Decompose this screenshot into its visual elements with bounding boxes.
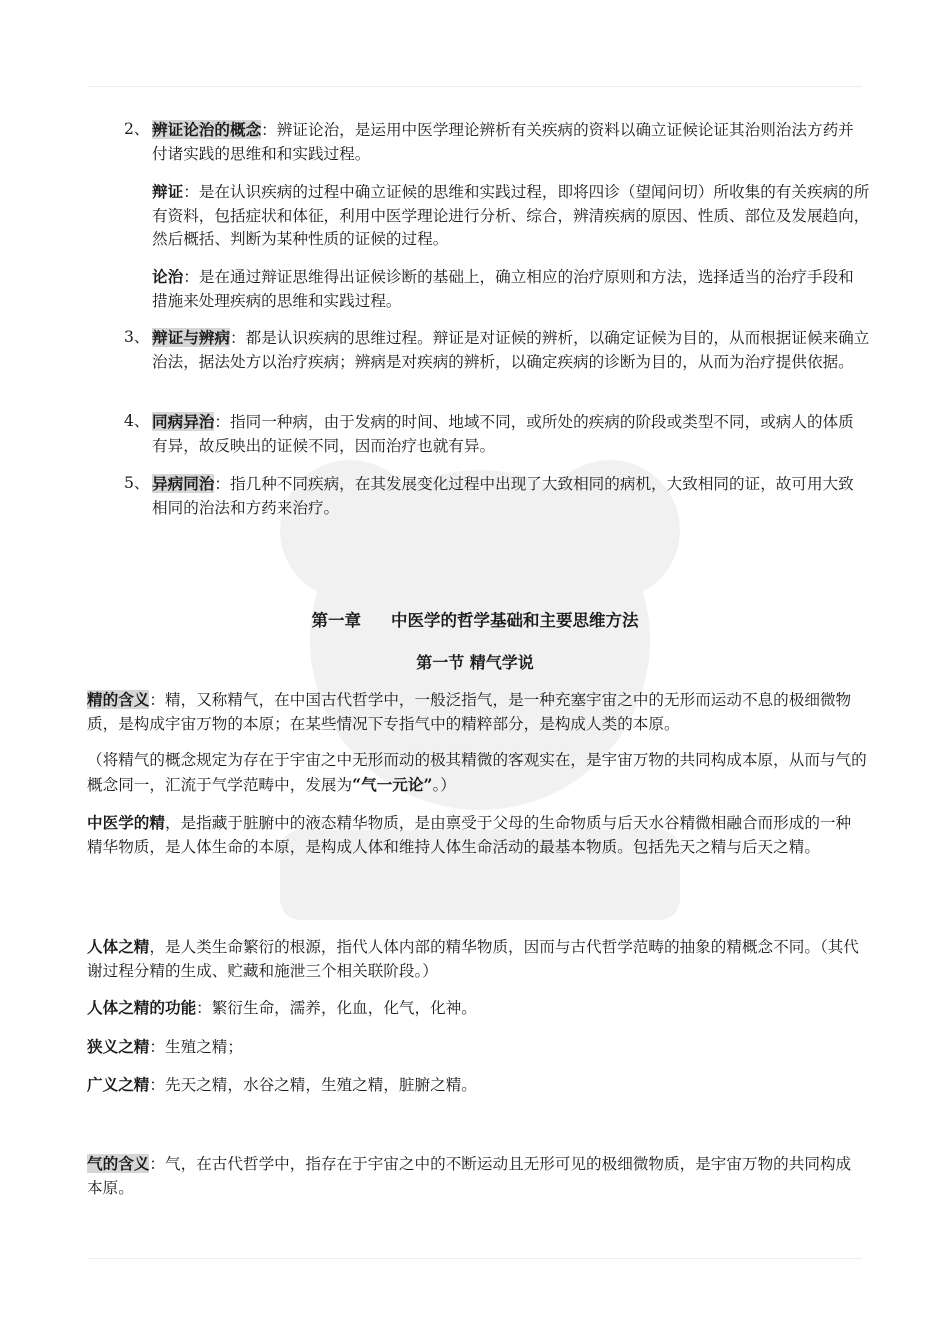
note-text: （将精气的概念规定为存在于宇宙之中无形而动的极其精微的客观实在，是宇宙万物的共同构成本原，从而与气的概念同一，汇流于气学范畴中，发展为 bbox=[87, 751, 867, 794]
item-4-number: 4、 bbox=[124, 412, 150, 430]
jing-term: 精的含义 bbox=[87, 690, 150, 709]
broad-jing-paragraph: 广义之精：先天之精，水谷之精，生殖之精，脏腑之精。 bbox=[87, 1075, 477, 1094]
jing-function-paragraph: 人体之精的功能：繁衍生命，濡养，化血，化气，化神。 bbox=[87, 998, 477, 1017]
tcm-jing-text: ，是指藏于脏腑中的液态精华物质，是由禀受于父母的生命物质与后天水谷精微相融合而形成的一种精华物质，是人体生命的本原，是构成人体和维持人体生命活动的最基本物质。包括先天之精与后天之精。 bbox=[87, 814, 852, 856]
jing-function-text: 繁衍生命，濡养，化血，化气，化神。 bbox=[211, 999, 477, 1017]
section-heading: 第一节 精气学说 bbox=[416, 653, 534, 672]
renti-jing-term: 人体之精 bbox=[87, 937, 150, 956]
broad-jing-term: 广义之精 bbox=[87, 1075, 150, 1094]
qi-term: 气的含义 bbox=[87, 1154, 150, 1173]
item-2-paragraph: 辨证论治的概念：辨证论治，是运用中医学理论辨析有关疾病的资料以确立证候论证其治则治法方药并付诸实践的思维和和实践过程。 bbox=[152, 120, 854, 163]
item-5-term: 异病同治 bbox=[152, 474, 215, 493]
bianzheng-term: 辩证 bbox=[152, 182, 184, 201]
item-3-term: 辩证与辨病 bbox=[152, 328, 230, 347]
item-3-number: 3、 bbox=[124, 328, 150, 346]
chapter-heading bbox=[0, 609, 950, 633]
item-4-text: 指同一种病，由于发病的时间、地域不同，或所处的疾病的阶段或类型不同，或病人的体质有异，故反映出的证候不同，因而治疗也就有异。 bbox=[152, 413, 854, 455]
narrow-jing-text: 生殖之精； bbox=[165, 1038, 243, 1056]
bianzheng-text: 是在认识疾病的过程中确立证候的思维和实践过程，即将四诊（望闻问切）所收集的有关疾病的所有资料，包括症状和体征，利用中医学理论进行分析、综合，辨清疾病的原因、性质、部位及发展趋向，然后概括、判断为某种性质的证候的过程。 bbox=[152, 183, 870, 248]
renti-jing-paragraph bbox=[87, 935, 863, 983]
chapter-label: 第一章 bbox=[311, 611, 361, 630]
item-5-number: 5、 bbox=[124, 474, 150, 492]
item-3-text: 都是认识疾病的思维过程。辩证是对证候的辨析，以确定证候为目的，从而根据证候来确立治法，据法处方以治疗疾病；辨病是对疾病的辨析，以确定疾病的诊断为目的，从而为治疗提供依据。 bbox=[152, 329, 870, 371]
item-5-paragraph: 异病同治：指几种不同疾病，在其发展变化过程中出现了大致相同的病机，大致相同的证，故可用大致相同的治法和方药来治疗。 bbox=[152, 474, 854, 517]
renti-jing-text: ，是人类生命繁衍的根源，指代人体内部的精华物质，因而与古代哲学范畴的抽象的精概念不同。（其代谢过程分精的生成、贮藏和施泄三个相关联阶段。） bbox=[87, 938, 859, 980]
jing-function-term: 人体之精的功能 bbox=[87, 998, 197, 1017]
footer-divider bbox=[88, 1258, 862, 1259]
item-3-paragraph: 辩证与辨病：都是认识疾病的思维过程。辩证是对证候的辨析，以确定证候为目的，从而根据证候来确立治法，据法处方以治疗疾病；辨病是对疾病的辨析，以确定疾病的诊断为目的，从而为治疗提供依据。 bbox=[152, 328, 870, 371]
header-divider bbox=[88, 86, 862, 87]
item-5-text: 指几种不同疾病，在其发展变化过程中出现了大致相同的病机，大致相同的证，故可用大致相同的治法和方药来治疗。 bbox=[152, 475, 854, 517]
tcm-jing-term: 中医学的精 bbox=[87, 813, 165, 832]
lunzhi-text: 是在通过辩证思维得出证候诊断的基础上，确立相应的治疗原则和方法，选择适当的治疗手段和措施来处理疾病的思维和实践过程。 bbox=[152, 268, 854, 310]
narrow-jing-term: 狭义之精 bbox=[87, 1037, 150, 1056]
broad-jing-text: 先天之精，水谷之精，生殖之精，脏腑之精。 bbox=[165, 1076, 477, 1094]
qi-paragraph: 气的含义：气，在古代哲学中，指存在于宇宙之中的不断运动且无形可见的极细微物质，是宇宙万物的共同构成本原。 bbox=[87, 1154, 852, 1197]
qi-monism-note: （将精气的概念规定为存在于宇宙之中无形而动的极其精微的客观实在，是宇宙万物的共同构成本原，从而与气的概念同一，汇流于气学范畴中，发展为“气一元论”。） bbox=[87, 751, 867, 794]
tcm-jing-paragraph bbox=[87, 811, 863, 859]
jing-text: 精，又称精气，在中国古代哲学中，一般泛指气，是一种充塞宇宙之中的无形而运动不息的极细微物质，是构成宇宙万物的本原；在某些情况下专指气中的精粹部分，是构成人类的本原。 bbox=[87, 691, 852, 733]
note-emphasis: “气一元论” bbox=[352, 774, 433, 794]
jing-paragraph: 精的含义：精，又称精气，在中国古代哲学中，一般泛指气，是一种充塞宇宙之中的无形而运动不息的极细微物质，是构成宇宙万物的本原；在某些情况下专指气中的精粹部分，是构成人类的本原。 bbox=[87, 690, 852, 733]
qi-text: 气，在古代哲学中，指存在于宇宙之中的不断运动且无形可见的极细微物质，是宇宙万物的共同构成本原。 bbox=[87, 1155, 852, 1197]
lunzhi-paragraph: 论治：是在通过辩证思维得出证候诊断的基础上，确立相应的治疗原则和方法，选择适当的治疗手段和措施来处理疾病的思维和实践过程。 bbox=[152, 267, 854, 310]
bianzheng-paragraph: 辩证：是在认识疾病的过程中确立证候的思维和实践过程，即将四诊（望闻问切）所收集的有关疾病的所有资料，包括症状和体征，利用中医学理论进行分析、综合，辨清疾病的原因、性质、部位及发展趋向，然后概括、判断为某种性质的证候的过程。 bbox=[152, 182, 870, 248]
item-2-term: 辨证论治的概念 bbox=[152, 120, 262, 139]
lunzhi-term: 论治 bbox=[152, 267, 184, 286]
item-2-number: 2、 bbox=[124, 120, 150, 138]
item-4-term: 同病异治 bbox=[152, 412, 215, 431]
narrow-jing-paragraph: 狭义之精：生殖之精； bbox=[87, 1037, 243, 1056]
item-4-paragraph: 同病异治：指同一种病，由于发病的时间、地域不同，或所处的疾病的阶段或类型不同，或病人的体质有异，故反映出的证候不同，因而治疗也就有异。 bbox=[152, 412, 854, 455]
chapter-title: 中医学的哲学基础和主要思维方法 bbox=[391, 611, 639, 630]
item-2-text: 辨证论治，是运用中医学理论辨析有关疾病的资料以确立证候论证其治则治法方药并付诸实践的思维和和实践过程。 bbox=[152, 121, 854, 163]
